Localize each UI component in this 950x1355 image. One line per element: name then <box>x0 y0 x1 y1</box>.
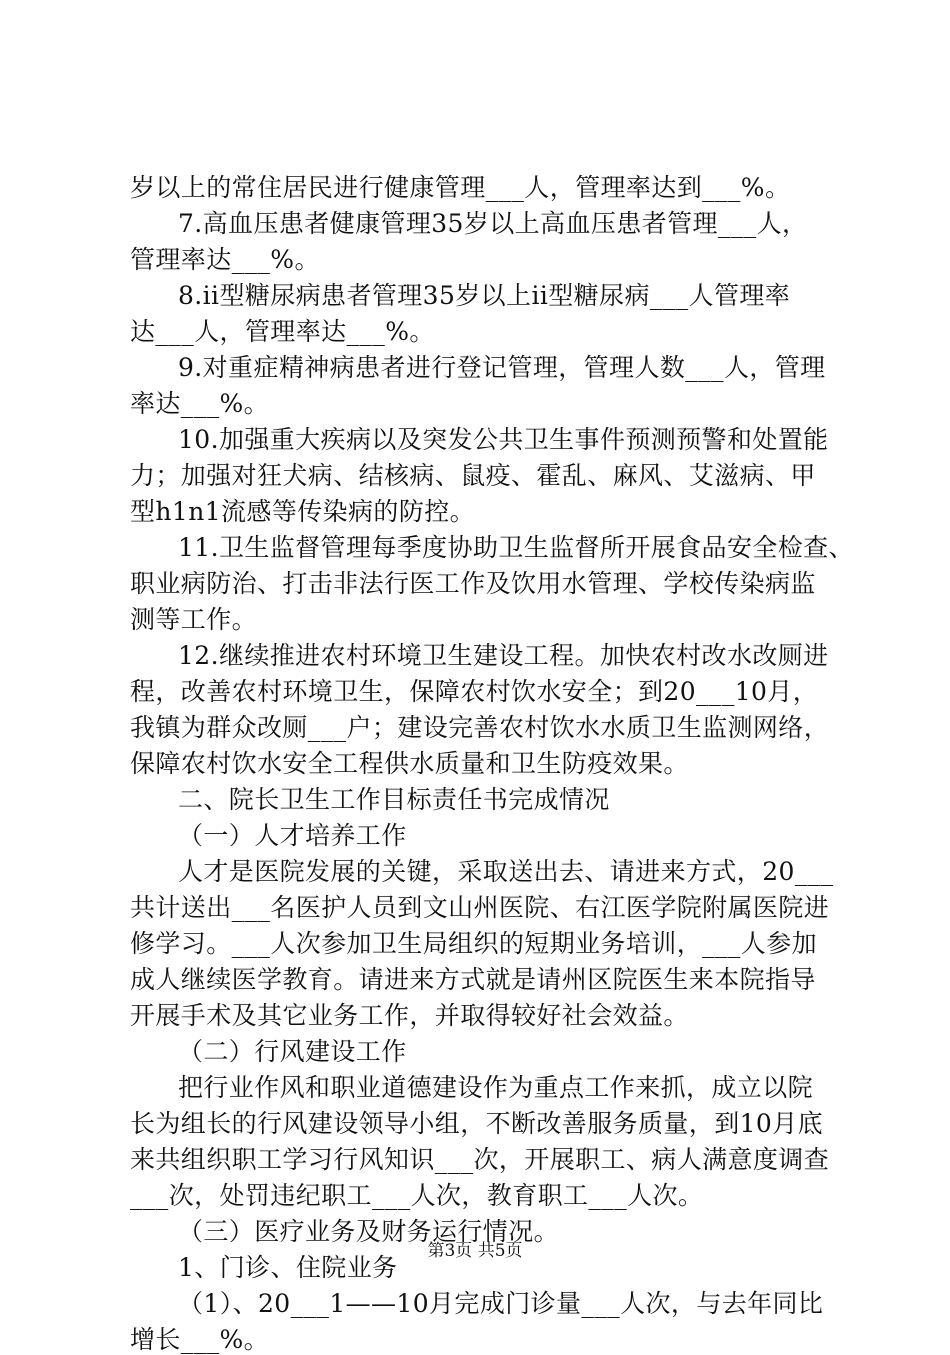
text-line: 11.卫生监督管理每季度协助卫生监督所开展食品安全检查、 <box>178 533 854 562</box>
text-line: 来共组织职工学习行风知识___次，开展职工、病人满意度调查 <box>130 1145 830 1174</box>
text-line: 7.高血压患者健康管理35岁以上高血压患者管理___人， <box>178 209 808 238</box>
text-line: 人才是医院发展的关键，采取送出去、请进来方式，20___ <box>178 857 834 886</box>
text-line: 率达___%。 <box>130 389 270 418</box>
text-line: 测等工作。 <box>130 605 258 634</box>
subsection-heading: （二）行风建设工作 <box>178 1037 407 1066</box>
text-line: 达___人，管理率达___%。 <box>130 317 435 346</box>
text-line: 修学习。___人次参加卫生局组织的短期业务培训，___人参加 <box>130 929 818 958</box>
text-line: 1、门诊、住院业务 <box>178 1253 398 1282</box>
text-line: 9.对重症精神病患者进行登记管理，管理人数___人，管理 <box>178 353 826 382</box>
text-line: 力；加强对狂犬病、结核病、鼠疫、霍乱、麻风、艾滋病、甲 <box>130 461 816 490</box>
text-line: （1）、20___1——10月完成门诊量___人次，与去年同比 <box>178 1289 824 1318</box>
text-line: 岁以上的常住居民进行健康管理___人，管理率达到___%。 <box>130 173 791 202</box>
text-line: 长为组长的行风建设领导小组，不断改善服务质量，到10月底 <box>130 1109 824 1138</box>
text-line: 型h1n1流感等传染病的防控。 <box>130 497 476 526</box>
text-line: 10.加强重大疾病以及突发公共卫生事件预测预警和处置能 <box>178 425 829 454</box>
text-line: ___次，处罚违纪职工___人次，教育职工___人次。 <box>130 1181 704 1210</box>
section-heading: 二、院长卫生工作目标责任书完成情况 <box>178 785 610 814</box>
text-line: 增长___%。 <box>130 1325 270 1354</box>
text-line: 开展手术及其它业务工作，并取得较好社会效益。 <box>130 1001 689 1030</box>
text-line: 管理率达___%。 <box>130 245 320 274</box>
text-line: 成人继续医学教育。请进来方式就是请州区院医生来本院指导 <box>130 965 816 994</box>
text-line: 共计送出___名医护人员到文山州医院、右江医学院附属医院进 <box>130 893 830 922</box>
subsection-heading: （一）人才培养工作 <box>178 821 407 850</box>
text-line: 把行业作风和职业道德建设作为重点工作来抓，成立以院 <box>178 1073 814 1102</box>
text-line: 保障农村饮水安全工程供水质量和卫生防疫效果。 <box>130 749 689 778</box>
page-number: 第3页 共5页 <box>427 1241 523 1261</box>
text-line: 12.继续推进农村环境卫生建设工程。加快农村改水改厕进 <box>178 641 829 670</box>
subsection-heading: （三）医疗业务及财务运行情况。 <box>178 1217 560 1246</box>
text-line: 我镇为群众改厕___户；建设完善农村饮水水质卫生监测网络， <box>130 713 830 742</box>
text-line: 程，改善农村环境卫生，保障农村饮水安全；到20___10月， <box>130 677 819 706</box>
text-line: 职业病防治、打击非法行医工作及饮用水管理、学校传染病监 <box>130 569 816 598</box>
text-line: 8.ii型糖尿病患者管理35岁以上ii型糖尿病___人管理率 <box>178 281 791 310</box>
